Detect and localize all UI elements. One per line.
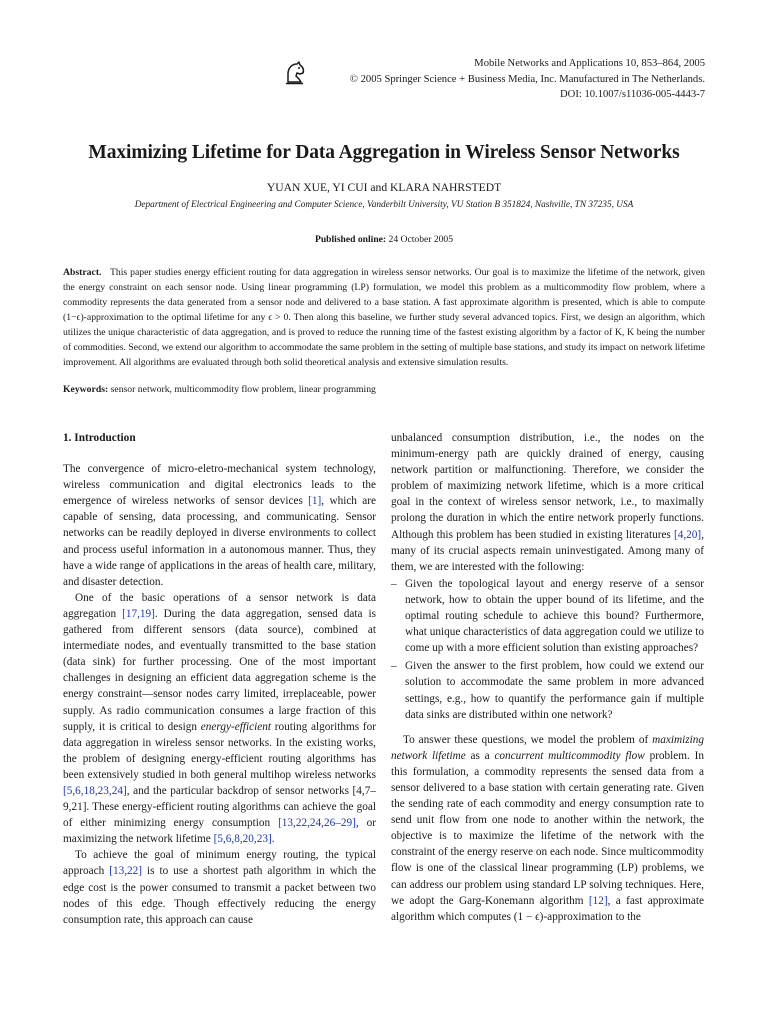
citation-link[interactable]: [4,20] — [674, 528, 702, 541]
author-affiliation: Department of Electrical Engineering and Computer Science, Vanderbilt University, VU Station B 351824, Nashville, TN 37235, USA — [134, 200, 634, 210]
citation-link[interactable]: [5,6,18,23,24] — [63, 784, 127, 797]
text-run: routing algorithms for data aggregation in wireless sensor networks. In the existing works, the problem of designing energy-efficient routing algorithms has been extensively studied in both general multihop wireless networks — [63, 720, 376, 781]
citation-link[interactable]: [1] — [308, 495, 322, 508]
text-run: . — [271, 833, 275, 846]
intro-paragraph-2 — [63, 590, 376, 848]
right-column — [391, 430, 704, 925]
intro-paragraph-5 — [391, 732, 704, 925]
text-run: To answer these questions, we model the problem of — [403, 733, 653, 746]
intro-paragraph-1 — [63, 461, 376, 590]
copyright-line: © 2005 Springer Science + Business Media, Inc. Manufactured in The Netherlands. — [349, 73, 705, 85]
text-run: unbalanced consumption distribution, i.e., the nodes on the minimum-energy path are quickly drained of energy, causing network partition or malfunctioning. Therefore, we consider the problem of maximizing network lifetime, which is a more critical goal in the context of wireless sensor network, i.e., to maximally prolong the duration in which the entire network properly functions. Although this problem has been studied in existing literatures — [391, 432, 704, 541]
emphasis: maximizing network lifetime — [391, 733, 704, 762]
keywords-text: sensor network, multicommodity flow problem, linear programming — [110, 384, 376, 395]
list-item-text: Given the answer to the first problem, how could we extend our solution to accommodate the same problem in more advanced settings, e.g., how to quantify the performance gain if multiple data sinks are distributed within one network? — [405, 660, 704, 721]
text-run: One of the basic operations of a sensor network is data aggregation — [63, 591, 376, 620]
journal-line: Mobile Networks and Applications 10, 853–864, 2005 — [474, 58, 705, 69]
keywords — [63, 384, 705, 395]
emphasis: energy-efficient — [200, 720, 271, 733]
dash-bullet: – — [391, 577, 397, 590]
published-label: Published online: — [314, 234, 387, 245]
citation-link[interactable]: [13,22,24,26–29] — [278, 817, 356, 830]
text-run: , many of its crucial aspects remain uninvestigated. Among many of them, we are interested with the following: — [391, 528, 704, 573]
section-heading: 1. Introduction — [63, 432, 136, 444]
text-run: . During the data aggregation, sensed data is gathered from different sensors (data source), combined at intermediate nodes, and eventually transmitted to the base station (data sink) for further processing. One of the most important challenges in designing an efficient data aggregation scheme is the energy constraint—sensor nodes carry limited, irreplaceable, power supply. As radio communication consumes a large fraction of this supply, it is critical to design — [63, 607, 376, 733]
text-run: , and the particular backdrop of sensor networks [4,7–9,21]. These energy-efficient routing algorithms can achieve the goal of either minimizing energy consumption — [63, 784, 376, 830]
list-item — [391, 658, 704, 722]
journal-header — [350, 56, 705, 103]
intro-paragraph-4 — [391, 430, 704, 575]
list-item — [391, 576, 704, 656]
citation-link[interactable]: [5,6,8,20,23] — [213, 833, 272, 846]
text-run: , a fast approximate algorithm which computes (1 − ϵ)-approximation to the — [391, 894, 704, 923]
dash-bullet: – — [391, 660, 397, 673]
text-run: The convergence of micro-eletro-mechanical system technology, wireless communication and digital electronics leads to the emergence of wireless networks of sensor devices — [63, 463, 376, 508]
text-run: is to use a shortest path algorithm in which the edge cost is the power consumed to transmit a packet between two nodes of this edge. Though effectively reducing the energy consumption rate, this approach can cause — [63, 865, 377, 926]
text-run: , which are capable of sensing, data processing, and communicating. Sensor networks can be readily deployed in diverse environments to collect and process useful information in a autonomous manner. Thus, they have a wide range of applications in the areas of health care, military, and disaster detection. — [63, 495, 376, 588]
published-value: 24 October 2005 — [388, 234, 454, 245]
published-date — [0, 234, 768, 245]
left-column — [63, 430, 376, 928]
text-run: To achieve the goal of minimum energy routing, the typical approach — [63, 849, 376, 878]
abstract — [63, 265, 705, 370]
text-run: , or maximizing the network lifetime — [63, 817, 376, 846]
citation-link[interactable]: [12] — [588, 894, 608, 907]
springer-horse-icon — [282, 60, 308, 86]
abstract-label: Abstract. — [63, 267, 102, 278]
citation-link[interactable]: [13,22] — [109, 865, 143, 878]
text-run: problem. In this formulation, a commodity represents the sensed data from a sensor delivered to a base station with certain generating rate. Given the sending rate of each commodity and energy consumption rate to send unit flow from one node to another within the network, the objective is to maximize the lifetime of the network with the constraint of the energy reserve on each node. Since multicommodity flow is one of the classical linear programming (LP) problems, we can address our problem using standard LP solving techniques. Here, we adopt the Garg-Konemann algorithm — [391, 749, 705, 907]
keywords-label: Keywords: — [63, 384, 109, 395]
emphasis: concurrent multicommodity flow — [494, 749, 645, 762]
intro-paragraph-3 — [63, 847, 376, 927]
paper-title: Maximizing Lifetime for Data Aggregation in Wireless Sensor Networks — [88, 142, 680, 163]
paper-authors: YUAN XUE, YI CUI and KLARA NAHRSTEDT — [266, 181, 502, 194]
text-run: as a — [465, 749, 495, 762]
list-item-text: Given the topological layout and energy reserve of a sensor network, how to obtain the upper bound of its lifetime, and the optimal routing schedule to achieve this bound? Furthermore, what unique characteristics of data aggregation could we utilize to come up with a more efficient solution than existing approaches? — [405, 577, 704, 655]
doi-line: DOI: 10.1007/s11036-005-4443-7 — [560, 89, 705, 100]
citation-link[interactable]: [17,19] — [122, 607, 155, 620]
abstract-text: This paper studies energy efficient routing for data aggregation in wireless sensor networks. Our goal is to maximize the lifetime of the network, given the energy constraint on each sensor node. Using linear programming (LP) formulation, we model this problem as a multicommodity flow problem, where a commodity represents the data generated from a sensor node and delivered to a base station. A fast approximate algorithm is presented, which is able to compute (1−ϵ)-approximation to the optimal lifetime for any ϵ > 0. Then along this baseline, we further study several advanced topics. First, we design an algorithm, which utilizes the unique characteristic of data aggregation, and is proved to reduce the running time of the fastest existing algorithm by a factor of K, K being the number of commodities. Second, we extend our algorithm to accommodate the same problem in the setting of multiple base stations, and study its impact on network lifetime improvement. All algorithms are evaluated through both solid theoretical analysis and extensive simulation results. — [63, 267, 705, 368]
